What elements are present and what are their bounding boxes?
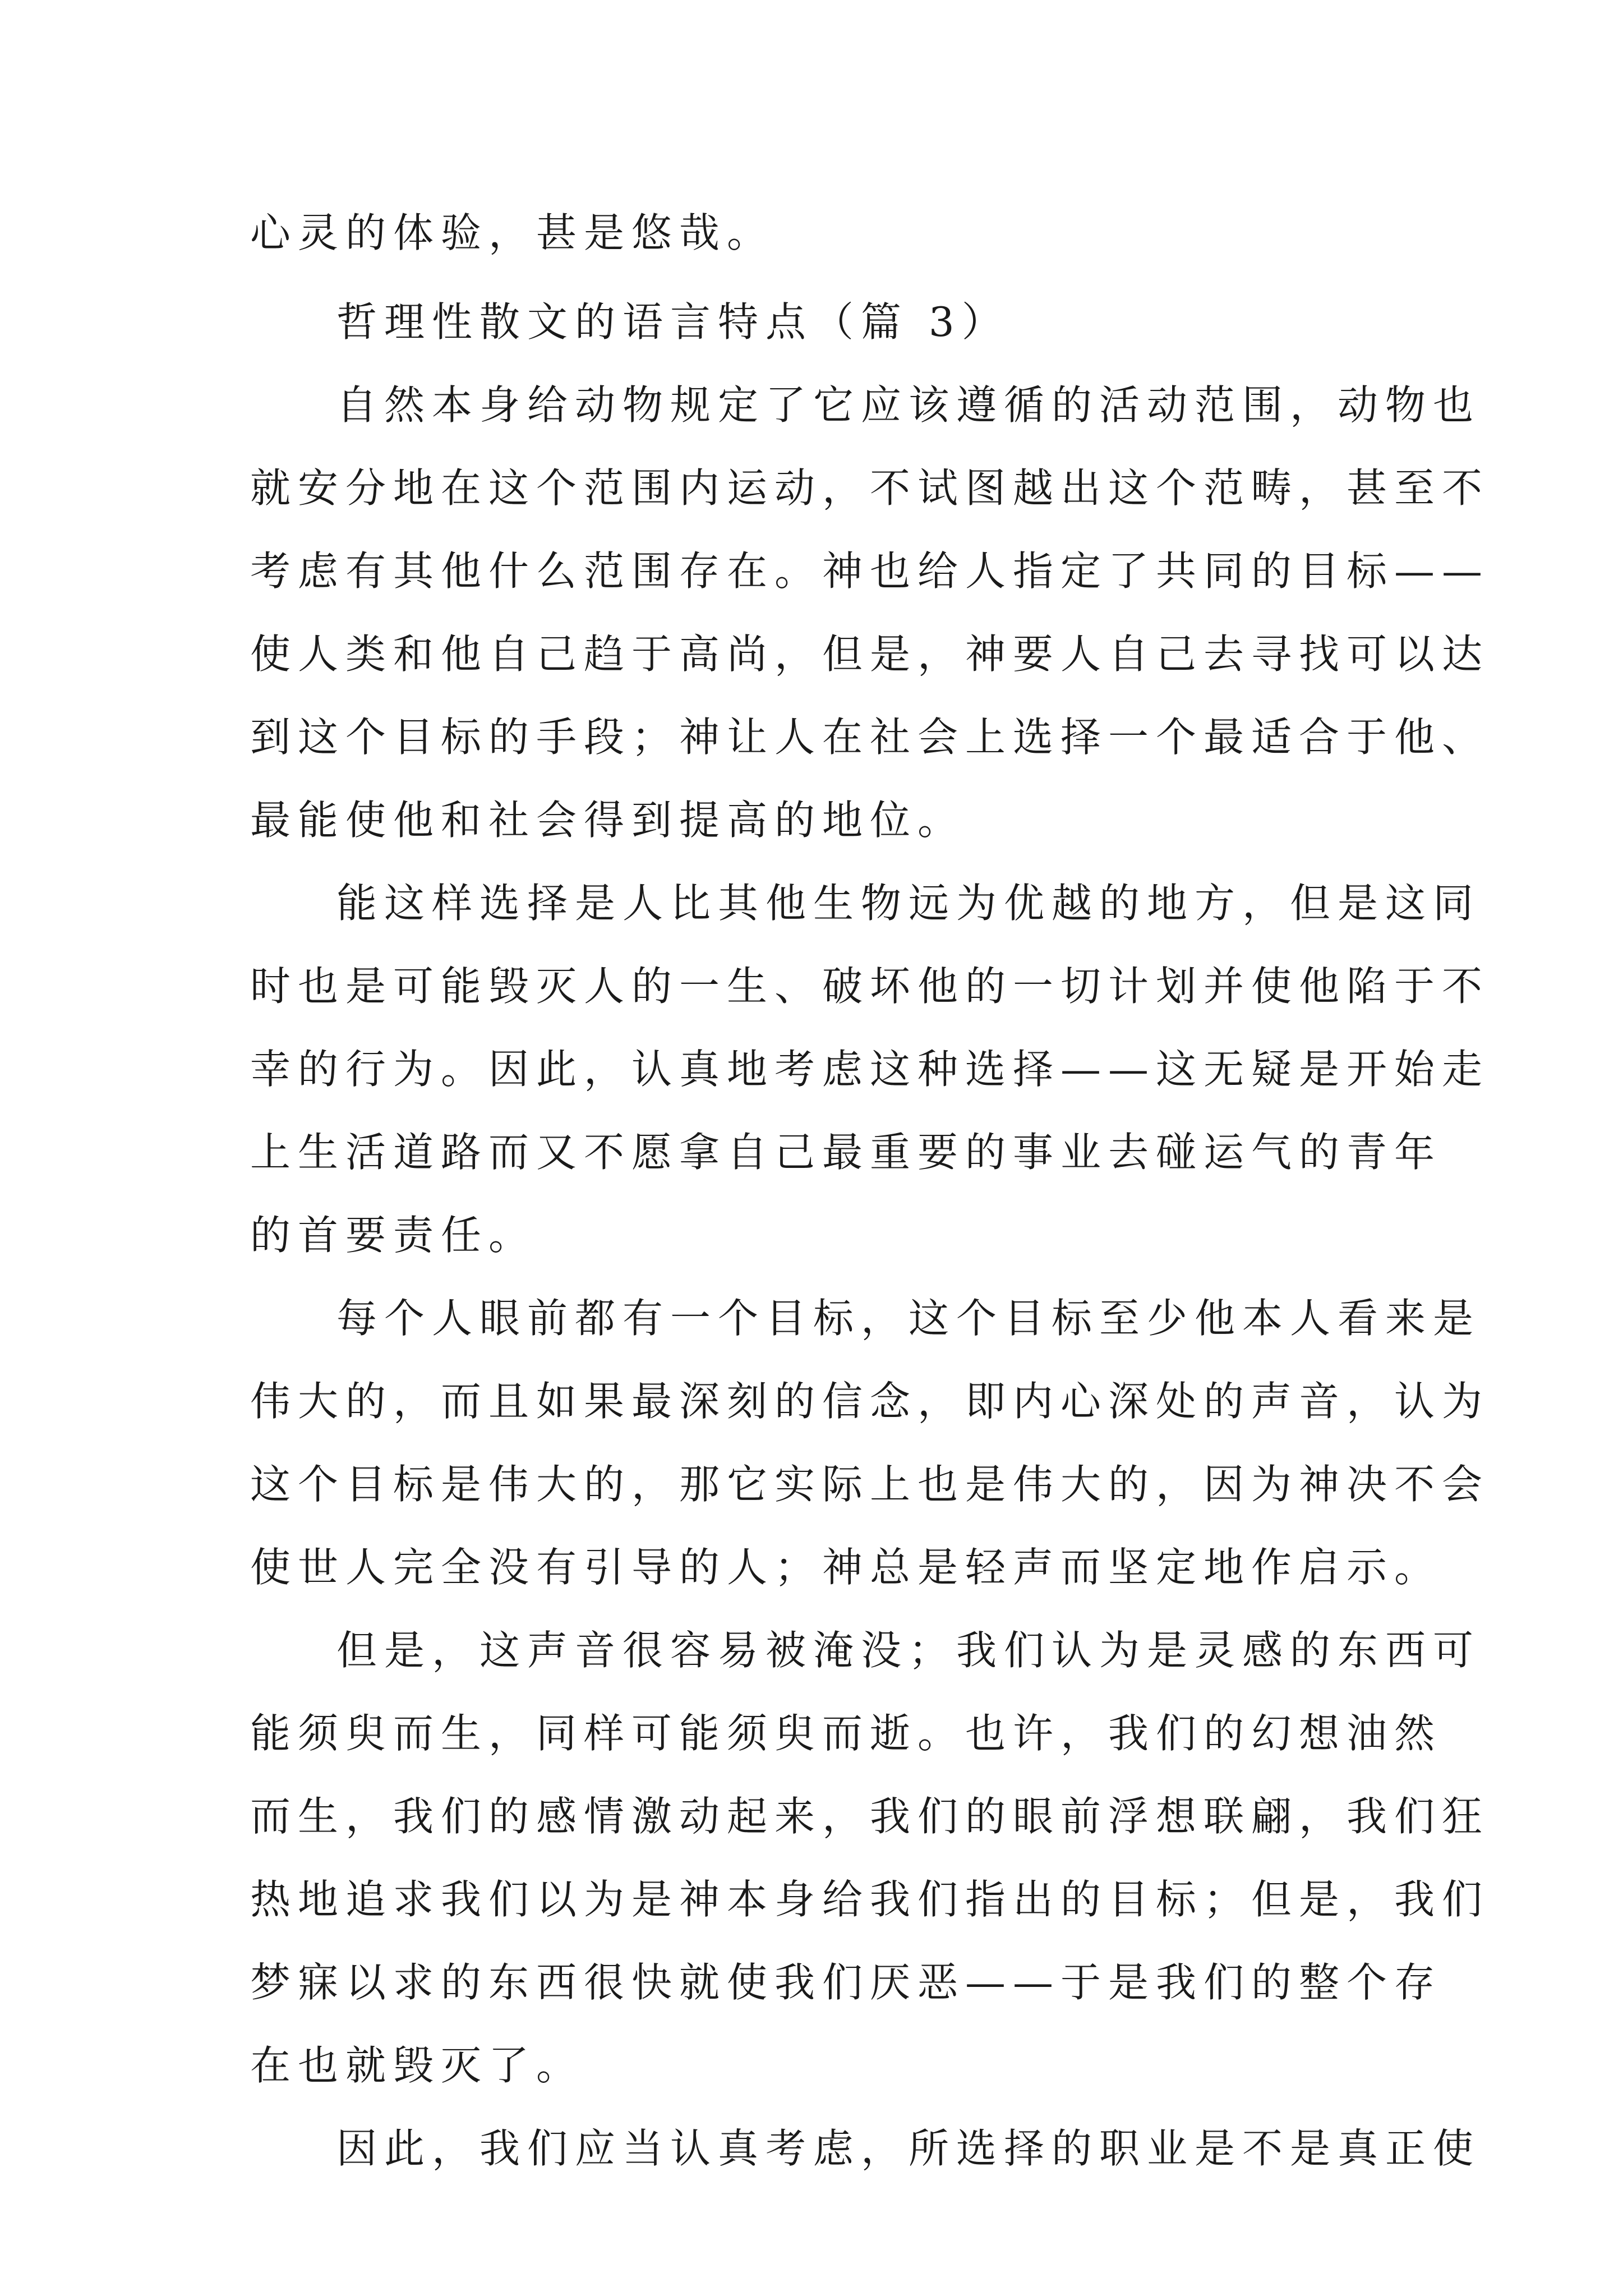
text-line: 伟大的，而且如果最深刻的信念，即内心深处的声音，认为 bbox=[250, 1378, 1490, 1425]
section-heading: 哲理性散文的语言特点（篇 3） bbox=[336, 298, 1009, 346]
text-line: 热地追求我们以为是神本身给我们指出的目标；但是，我们 bbox=[250, 1876, 1490, 1923]
text-line: 但是，这声音很容易被淹没；我们认为是灵感的东西可 bbox=[336, 1627, 1481, 1674]
text-line: 这个目标是伟大的，那它实际上也是伟大的，因为神决不会 bbox=[250, 1461, 1490, 1508]
text-line: 梦寐以求的东西很快就使我们厌恶——于是我们的整个存 bbox=[250, 1959, 1442, 2006]
text-line: 而生，我们的感情激动起来，我们的眼前浮想联翩，我们狂 bbox=[250, 1793, 1490, 1840]
text-line: 使人类和他自己趋于高尚，但是，神要人自己去寻找可以达 bbox=[250, 631, 1490, 678]
text-line: 考虑有其他什么范围存在。神也给人指定了共同的目标—— bbox=[250, 547, 1490, 595]
text-line: 在也就毁灭了。 bbox=[250, 2042, 584, 2089]
text-line: 每个人眼前都有一个目标，这个目标至少他本人看来是 bbox=[336, 1295, 1481, 1342]
text-line: 自然本身给动物规定了它应该遵循的活动范围，动物也 bbox=[336, 381, 1481, 429]
text-line: 能这样选择是人比其他生物远为优越的地方，但是这同 bbox=[336, 880, 1481, 927]
text-line: 到这个目标的手段；神让人在社会上选择一个最适合于他、 bbox=[250, 714, 1490, 761]
text-line: 最能使他和社会得到提高的地位。 bbox=[250, 797, 966, 844]
text-line: 就安分地在这个范围内运动，不试图越出这个范畴，甚至不 bbox=[250, 464, 1490, 512]
text-line: 因此，我们应当认真考虑，所选择的职业是不是真正使 bbox=[336, 2125, 1481, 2172]
text-line: 心灵的体验，甚是悠哉。 bbox=[250, 209, 775, 256]
text-line: 幸的行为。因此，认真地考虑这种选择——这无疑是开始走 bbox=[250, 1046, 1490, 1093]
text-line: 能须臾而生，同样可能须臾而逝。也许，我们的幻想油然 bbox=[250, 1710, 1442, 1757]
text-line: 使世人完全没有引导的人；神总是轻声而坚定地作启示。 bbox=[250, 1544, 1442, 1591]
text-line: 上生活道路而又不愿拿自己最重要的事业去碰运气的青年 bbox=[250, 1129, 1442, 1176]
text-line: 时也是可能毁灭人的一生、破坏他的一切计划并使他陷于不 bbox=[250, 963, 1490, 1010]
text-line: 的首要责任。 bbox=[250, 1212, 537, 1259]
